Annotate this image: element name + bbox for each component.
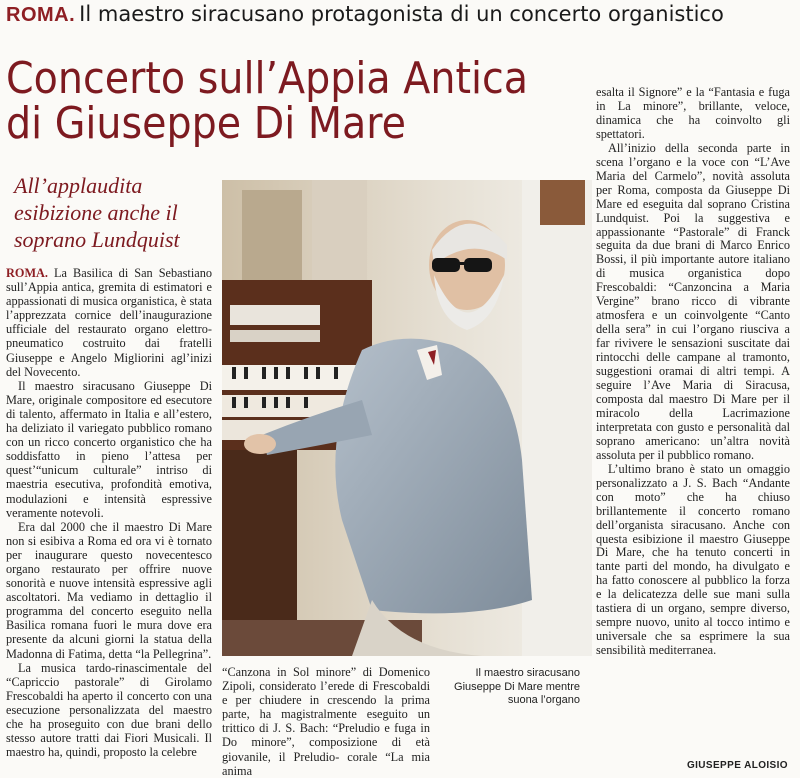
- byline: GIUSEPPE ALOISIO: [686, 760, 788, 771]
- paragraph: Era dal 2000 che il maestro Di Mare non si esibiva a Roma ed ora vi è tornato per inaugurare questo novecentesco organo restaurato per offrire nuove sonorità e nuove intensità espressive agli ascoltatori. Ma vediamo in dettaglio il programma del concerto eseguito nella Basilica romana fuori le mura dove era presente da alcuni giorni la statua della Madonna di Fatima, detta “la Pellegrina”.: [6, 519, 212, 661]
- paragraph: L’ultimo brano è stato un omaggio personalizzato a J. S. Bach “Andante con moto” che ha chiuso brillantemente il concerto romano dell’organista siracusano. Anche con questa esibizione il maestro Giuseppe Di Mare, che ha tenuto concerti in tante parti del mondo, ha divulgato e ha fatto conoscere al pubblico la forza e la delicatezza delle sue mani sulla tastiera di un organo, sempre diverso, sempre nuovo, unito al tocco intimo e universale che sa esprimere la sua sensibilità mediterranea.: [596, 461, 790, 658]
- dateline: ROMA.: [6, 266, 49, 280]
- caption-line-3: suona l’organo: [507, 694, 580, 706]
- paragraph: “Canzona in Sol minore” di Domenico Zipoli, considerato l’erede di Frescobaldi e per chiudere in crescendo la prima parte, ha magistralmente eseguito un trittico di J. S. Bach: “Preludio e fuga in Do minore”, composizione di età giovanile, il Preludio- corale “La mia anima: [222, 665, 430, 778]
- article-column-3: [596, 86, 790, 658]
- caption-line-1: Il maestro siracusano: [475, 667, 580, 679]
- paragraph: Il maestro siracusano Giuseppe Di Mare, originale compositore ed esecutore di talento, affermato in Italia e all’estero, ha deliziato il variegato pubblico romano con un ricco concerto organistico che ha soddisfatto in pieno l’attesa per quest’“unicum culturale” intriso di maestria esecutiva, profondità emotiva, modulazioni e intensità espressive veramente notevoli.: [6, 378, 212, 520]
- deck-subheadline: All’applaudita esibizione anche il soprano Lundquist: [14, 173, 180, 252]
- kicker-subtitle: Il maestro siracusano protagonista di un concerto organistico: [79, 2, 724, 26]
- headline-line-2: di Giuseppe Di Mare: [6, 98, 407, 149]
- article-column-2: [222, 665, 430, 778]
- headline-line-1: Concerto sull’Appia Antica: [6, 53, 529, 104]
- paragraph: [6, 266, 212, 379]
- paragraph: All’inizio della seconda parte in scena l’organo e la voce con “L’Ave Maria del Carmelo”, novità assoluta per Roma, composta da Giuseppe Di Mare ed eseguita dal soprano Cristina Lundquist. Poi la suggestiva e appassionante “Pastorale” di Franck seguita da due brani di Marco Enrico Bossi, il più importante autore italiano di musica organistica dopo Frescobaldi: “Canzoncina a Maria Vergine” brano ricco di vibrante atmosfera e un coinvolgente “Canto della sera” in cui l’organo riusciva a far rivivere le sensazioni suscitate dai rintocchi delle campane al tramonto, suggestioni oramai di altri tempi. A seguire l’Ave Maria di Siracusa, composta dal maestro Di Mare per il miracolo della Lacrimazione interpretata con gusto e personalità dal soprano americano: un’altra novità assoluta per il pubblico romano.: [596, 140, 790, 462]
- organist-photo: [222, 180, 592, 656]
- caption-line-2: Giuseppe Di Mare mentre: [454, 680, 580, 693]
- paragraph: esalta il Signore” e la “Fantasia e fuga in La minore”, brillante, veloce, dinamica che ha coinvolto gli spettatori.: [596, 85, 790, 141]
- paragraph: La musica tardo-rinascimentale del “Capriccio pastorale” di Girolamo Frescobaldi ha aperto il concerto con una esecuzione personalizzata del maestro che ha proseguito con due brani dello stesso autore tratti dai Fiori Musicali. Il maestro ha, quindi, proposto la celebre: [6, 660, 212, 760]
- paragraph-text: La Basilica di San Sebastiano sull’Appia antica, gremita di estimatori e appassionati di musica organistica, è stata l’apprezzata cornice dell’inaugurazione ufficiale del restaurato organo elettro-pneumatico costruito dai fratelli Giuseppe e Angelo Migliorini agl’inizi del Novecento.: [6, 266, 212, 379]
- photo-caption: [440, 667, 580, 708]
- article-column-1: [6, 266, 212, 759]
- headline: [6, 53, 529, 149]
- kicker: [6, 2, 724, 27]
- photo-illustration: [222, 180, 592, 656]
- kicker-place: ROMA.: [6, 4, 76, 26]
